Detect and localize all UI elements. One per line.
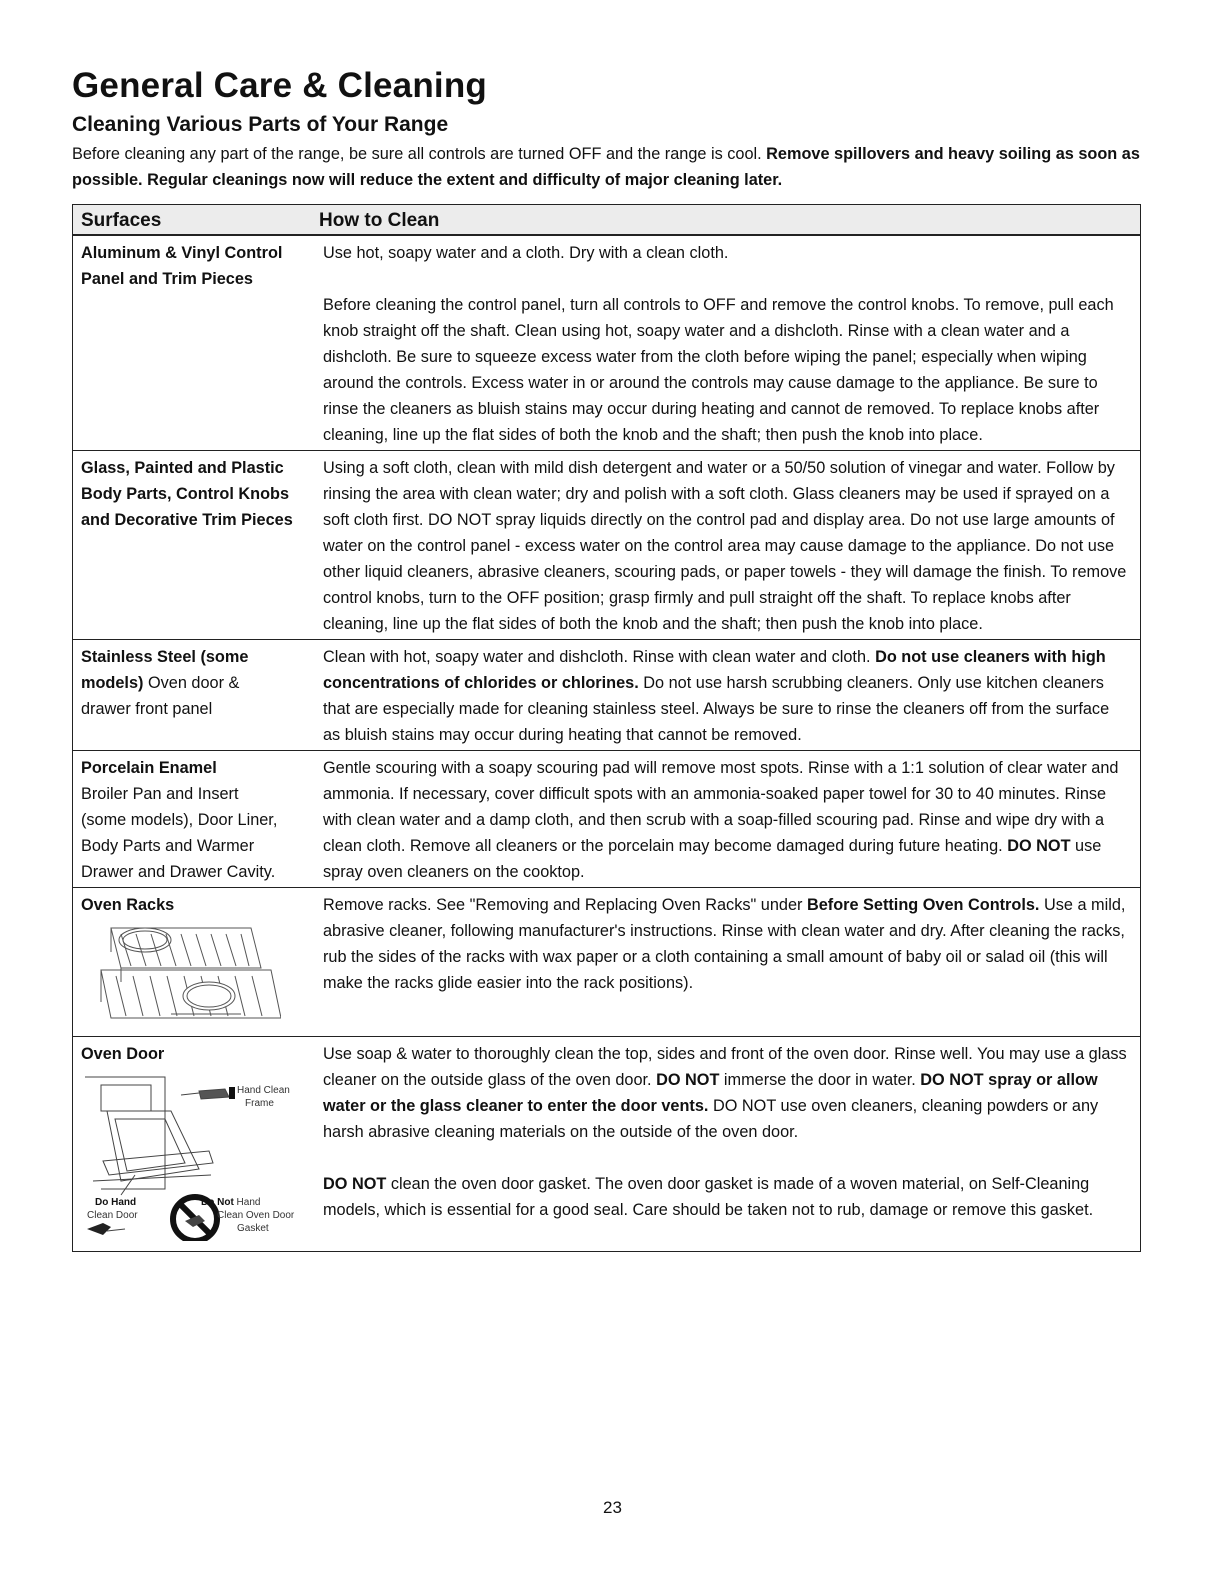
label-clean-oven-door: Clean Oven Door [217,1209,295,1221]
table-row [73,887,1141,1036]
instruction-paragraph [323,644,1130,748]
warning-text: Before Setting Oven Controls. [806,895,1040,914]
instruction-paragraph [323,1171,1130,1223]
surface-cell [73,450,318,639]
instruction-text: Clean with hot, soapy water and dishcloth. Rinse with clean water and cloth. [323,647,876,666]
label-do-not-text: Do Not [201,1196,234,1208]
table-row [73,450,1141,639]
surface-cell [73,887,318,1036]
table-row [73,235,1141,451]
warning-text: Do not use cleaners with high concentrations of chlorides or chlorines. [323,647,1106,692]
surface-name: Oven Racks [81,895,175,914]
warning-text: DO NOT [656,1070,720,1089]
how-to-clean-cell [317,235,1141,451]
table-row [73,1036,1141,1251]
surface-cell [73,1036,318,1251]
instruction-text: Use a mild, abrasive cleaner, following manufacturer's instructions. Rinse with clean water and dry. After cleaning the racks, rub the sides of the racks with wax paper or a cloth containing a small amount of baby oil or salad oil (this will make the racks glide easier into the rack positions). [323,895,1126,992]
warning-text: DO NOT [323,1174,387,1193]
warning-text: DO NOT [1007,836,1071,855]
instruction-paragraph: Using a soft cloth, clean with mild dish detergent and water or a 50/50 solution of vinegar and water. Follow by rinsing the area with clean water; dry and polish with a soft cloth. Glass cleaners may be used if sprayed on a soft cloth first. DO NOT spray liquids directly on the control pad and display area. Do not use large amounts of water on the control panel - excess water on the control area may cause damage to the appliance. Do not use other liquid cleaners, abrasive cleaners, scouring pads, or paper towels - they will damage the finish. To remove control knobs, turn to the OFF position; grasp firmly and pull straight off the shaft. To replace knobs after cleaning, line up the flat sides of both the knob and the shaft; then push the knob into place. [323,458,1127,633]
oven-door-illustration [81,1071,306,1241]
instruction-text: DO NOT use oven cleaners, cleaning powders or any harsh abrasive cleaning materials on the outside of the oven door. [323,1096,1099,1141]
instruction-paragraph [323,892,1130,996]
instruction-text: Remove racks. See "Removing and Replacing Oven Racks" under [323,895,807,914]
care-table [72,204,1141,1252]
surface-name: Oven Door [81,1044,165,1063]
instruction-paragraph: Before cleaning the control panel, turn all controls to OFF and remove the control knobs. To remove, pull each knob straight off the shaft. Clean using hot, soapy water and a dishcloth. Rinse with a clean water and a dishcloth. Be sure to squeeze excess water from the cloth before wiping the panel; especially when wiping around the controls. Excess water in or around the controls may cause damage to the appliance. Be sure to rinse the cleaners as bluish stains may occur during heating and cannot de removed. To replace knobs after cleaning, line up the flat sides of both the knob and the shaft; then push the knob into place. [323,295,1114,444]
instruction-text: use spray oven cleaners on the cooktop. [323,836,1102,881]
label-do-not-hand [201,1197,260,1208]
how-to-clean-cell [317,1036,1141,1251]
col-header-surfaces: Surfaces [81,210,162,231]
instruction-paragraph [323,1041,1130,1145]
table-row [73,750,1141,887]
how-to-clean-cell [317,750,1141,887]
instruction-text: Use soap & water to thoroughly clean the top, sides and front of the oven door. Rinse well. You may use a glass cleaner on the outside glass of the oven door. [323,1044,1127,1089]
label-hand-text: Hand [233,1196,261,1208]
table-row [73,639,1141,750]
label-do-hand: Do Hand [95,1196,137,1208]
section-title: Cleaning Various Parts of Your Range [72,113,449,136]
page-title: General Care & Cleaning [72,66,488,105]
page-number: 23 [603,1498,622,1517]
surface-name: Stainless Steel (some models) [81,647,249,692]
intro-plain-text: Before cleaning any part of the range, be sure all controls are turned OFF and the range is cool. [72,145,762,163]
surface-cell [73,750,318,887]
surface-detail: Broiler Pan and Insert (some models), Door Liner, Body Parts and Warmer Drawer and Drawer Cavity. [81,784,278,881]
surface-name: Aluminum & Vinyl Control Panel and Trim Pieces [81,243,283,288]
hand-icon [229,1087,235,1099]
surface-cell [73,235,318,451]
instruction-paragraph [323,755,1130,885]
surface-description [81,644,281,722]
intro-bold-text: Remove spillovers and heavy soiling as soon as possible. Regular cleanings now will reduce the extent and difficulty of major cleaning later. [72,145,1140,189]
instruction-text: clean the oven door gasket. The oven door gasket is made of a woven material, on Self-Cleaning models, which is essential for a good seal. Care should be taken not to rub, damage or remove this gasket. [323,1174,1094,1219]
intro-paragraph [72,141,1152,193]
surface-detail: Oven door & drawer front panel [81,673,240,718]
label-clean-door: Clean Door [87,1209,138,1221]
warning-text: DO NOT spray or allow water or the glass cleaner to enter the door vents. [323,1070,1098,1115]
instruction-text: Gentle scouring with a soapy scouring pad will remove most spots. Rinse with a 1:1 solution of clear water and ammonia. If necessary, cover difficult spots with an ammonia-soaked paper towel for 30 to 40 minutes. Rinse with clean water and a damp cloth, and then scrub with a soap-filled scouring pad. Rinse and wipe dry with a clean cloth. Remove all cleaners or the porcelain may become damaged during future heating. [323,758,1119,855]
how-to-clean-cell [317,639,1141,750]
surface-name: Glass, Painted and Plastic Body Parts, Control Knobs and Decorative Trim Pieces [81,458,293,529]
oven-racks-illustration [81,922,281,1026]
label-gasket: Gasket [237,1222,269,1234]
instruction-paragraph: Use hot, soapy water and a cloth. Dry with a clean cloth. [323,243,729,262]
how-to-clean-cell [317,450,1141,639]
label-hand-clean: Hand Clean [237,1084,290,1096]
instruction-text: Do not use harsh scrubbing cleaners. Only use kitchen cleaners that are especially made for cleaning stainless steel. Always be sure to rinse the cleaners off from the surface as bluish stains may occur during heating that cannot be removed. [323,673,1110,744]
how-to-clean-cell [317,887,1141,1036]
hand-cleaning-icon [87,1223,111,1235]
surface-cell [73,639,318,750]
surface-name: Porcelain Enamel [81,758,217,777]
label-frame: Frame [245,1097,274,1109]
col-header-how-to-clean: How to Clean [319,210,440,231]
instruction-text: immerse the door in water. [719,1070,921,1089]
table-header-row [73,205,1141,235]
